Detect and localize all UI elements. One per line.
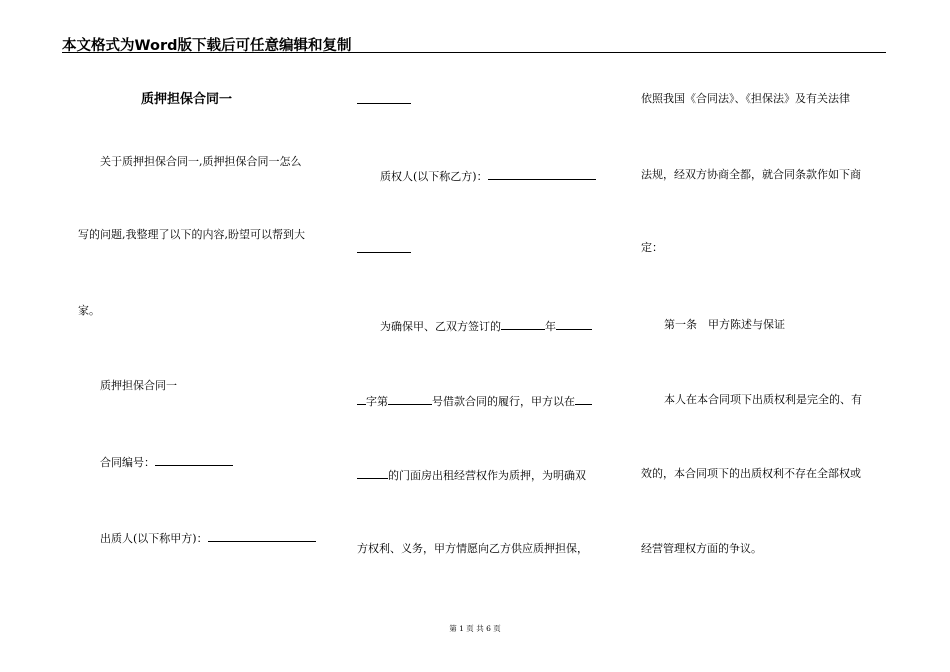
col2-blank-5c [575,393,592,405]
document-header: 本文格式为Word版下载后可任意编辑和复制 [62,38,352,54]
pledgee-blank [488,168,596,180]
header-divider [62,52,886,53]
col3-line-7: 经营管理权方面的争议。 [641,542,762,555]
col3-line-2: 法规，经双方协商全都，就合同条款作如下商 [641,168,861,181]
col2-blank-5a [357,393,366,405]
col2-line-5 [357,393,592,409]
col2-line-4-a: 为确保甲、乙双方签订的 [380,320,501,333]
col2-blank-5b [388,393,432,405]
col3-line-5: 本人在本合同项下出质权利是完全的、有 [664,393,862,406]
pledgee-line [380,168,596,184]
pledgor-line [100,530,316,546]
page-number: 第 1 页 共 6 页 [449,624,501,633]
pledgor-label: 出质人(以下称甲方)： [100,532,208,545]
col1-line-2: 写的问题,我整理了以下的内容,盼望可以帮到大 [78,228,305,241]
col3-line-1: 依照我国《合同法》、《担保法》及有关法律 [641,92,850,105]
col1-line-1: 关于质押担保合同一,质押担保合同一怎么 [100,155,302,168]
article-one-heading: 第一条 甲方陈述与保证 [664,318,785,331]
col1-line-3: 家。 [78,304,100,317]
col2-line-6-b: 的门面房出租经营权作为质押，为明确双 [388,469,586,482]
col2-blank-year-pre [501,318,545,330]
col2-line-3 [357,241,411,257]
col2-line-7: 方权利、义务，甲方情愿向乙方供应质押担保， [357,542,588,555]
col2-blank-2 [357,241,411,253]
contract-number-blank [155,454,233,466]
col2-line-1 [357,92,411,108]
col2-line-5-b: 号借款合同的履行，甲方以在 [432,395,575,408]
col2-line-4 [380,318,592,334]
document-title: 质押担保合同一 [141,92,233,107]
col2-blank-year-post [556,318,592,330]
col2-blank-6 [357,467,388,479]
pledgee-label: 质权人(以下称乙方)： [380,170,488,183]
pledgor-blank [208,530,316,542]
contract-number-line [100,454,233,470]
col2-line-4-b: 年 [545,320,556,333]
col3-line-3: 定： [641,241,663,254]
contract-number-label: 合同编号： [100,456,155,469]
col2-blank-1 [357,92,411,104]
col2-line-5-a: 字第 [366,395,388,408]
col3-line-6: 效的，本合同项下的出质权利不存在全部权或 [641,467,861,480]
col2-line-6 [357,467,586,483]
col1-subtitle: 质押担保合同一 [100,379,177,392]
